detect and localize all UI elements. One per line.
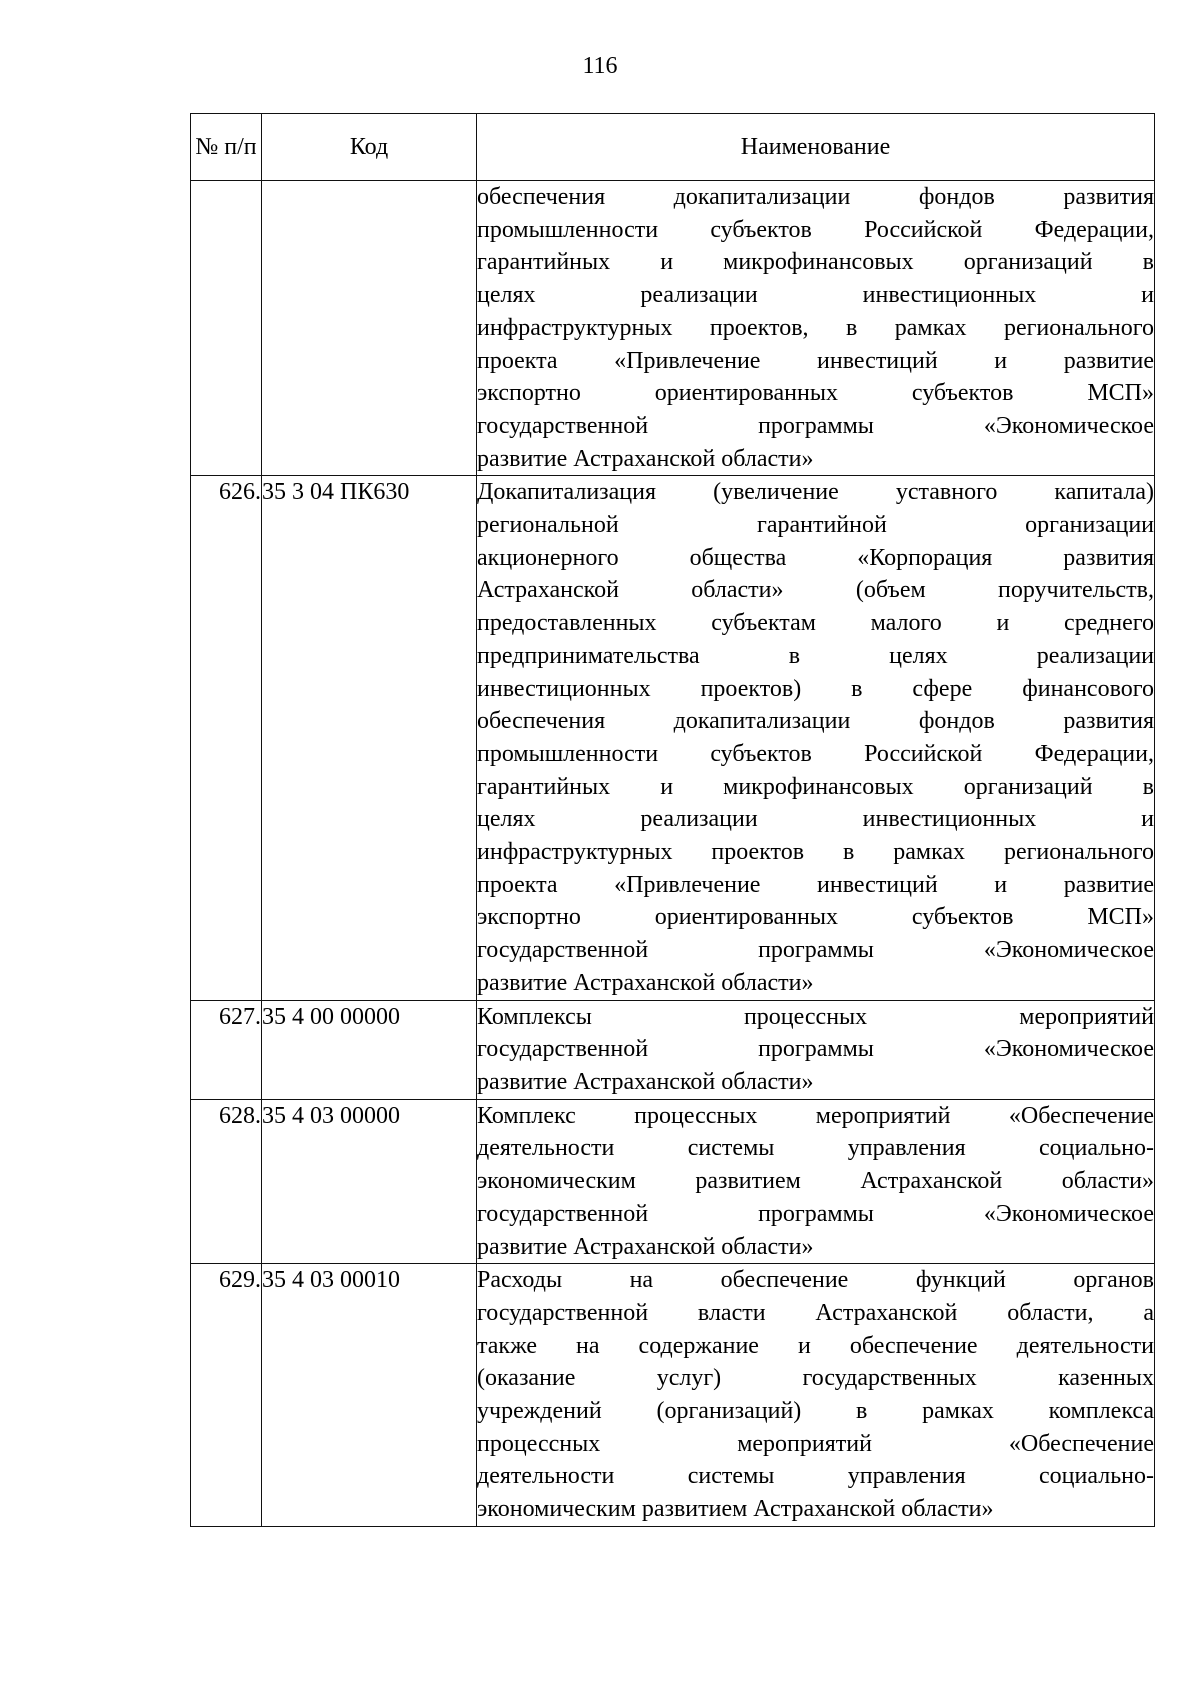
name-line: проекта «Привлечение инвестиций и развитие xyxy=(477,347,1154,374)
table-row xyxy=(191,1099,1155,1264)
header-number: № п/п xyxy=(191,114,262,181)
name-line: инвестиционных проектов) в сфере финансового xyxy=(477,675,1154,702)
name-line: предоставленных субъектам малого и среднего xyxy=(477,610,1154,637)
row-name xyxy=(477,1000,1155,1099)
name-line: Расходы на обеспечение функций органов xyxy=(477,1267,1154,1294)
name-line: промышленности субъектов Российской Федерации, xyxy=(477,216,1154,243)
name-line: развитие Астраханской области» xyxy=(477,445,814,472)
name-line: государственной программы «Экономическое xyxy=(477,412,1154,439)
name-line: государственной власти Астраханской области, а xyxy=(477,1299,1154,1326)
name-line: региональной гарантийной организации xyxy=(477,512,1154,539)
row-code: 35 4 03 00010 xyxy=(262,1264,477,1527)
name-line: Докапитализация (увеличение уставного капитала) xyxy=(477,479,1154,506)
name-line: инфраструктурных проектов в рамках регионального xyxy=(477,839,1154,866)
name-line: предпринимательства в целях реализации xyxy=(477,642,1154,669)
name-line: деятельности системы управления социально- xyxy=(477,1463,1154,1490)
row-code: 35 4 03 00000 xyxy=(262,1099,477,1264)
table-row xyxy=(191,1000,1155,1099)
name-line: обеспечения докапитализации фондов развития xyxy=(477,184,1154,210)
name-line: развитие Астраханской области» xyxy=(477,1068,814,1095)
name-line: государственной программы «Экономическое xyxy=(477,937,1154,964)
name-line: промышленности субъектов Российской Федерации, xyxy=(477,740,1154,767)
row-code: 35 3 04 ПК630 xyxy=(262,476,477,1000)
name-line: экспортно ориентированных субъектов МСП» xyxy=(477,904,1154,931)
name-line: экономическим развитием Астраханской области» xyxy=(477,1496,994,1523)
name-line: развитие Астраханской области» xyxy=(477,1233,814,1260)
name-line: Комплексы процессных мероприятий xyxy=(477,1003,1154,1030)
row-name xyxy=(477,476,1155,1000)
name-line: целях реализации инвестиционных и xyxy=(477,806,1154,833)
page-number: 116 xyxy=(582,53,618,79)
name-line: гарантийных и микрофинансовых организаций в xyxy=(477,773,1154,800)
name-line: (оказание услуг) государственных казенных xyxy=(477,1365,1154,1392)
row-number: 626. xyxy=(191,476,262,1000)
header-name: Наименование xyxy=(477,114,1155,181)
name-line: также на содержание и обеспечение деятельности xyxy=(477,1332,1154,1359)
name-line: экспортно ориентированных субъектов МСП» xyxy=(477,380,1154,407)
header-code: Код xyxy=(262,114,477,181)
table-body xyxy=(191,181,1155,1527)
row-name xyxy=(477,181,1155,476)
name-line: государственной программы «Экономическое xyxy=(477,1200,1154,1227)
row-number: 628. xyxy=(191,1099,262,1264)
table-row xyxy=(191,476,1155,1000)
name-line: проекта «Привлечение инвестиций и развитие xyxy=(477,871,1154,898)
name-line: обеспечения докапитализации фондов развития xyxy=(477,708,1154,735)
name-line: процессных мероприятий «Обеспечение xyxy=(477,1430,1154,1457)
row-code: 35 4 00 00000 xyxy=(262,1000,477,1099)
row-code xyxy=(262,181,477,476)
table-row xyxy=(191,181,1155,476)
name-line: гарантийных и микрофинансовых организаций в xyxy=(477,249,1154,276)
row-number: 627. xyxy=(191,1000,262,1099)
table-header-row xyxy=(191,114,1155,181)
row-name xyxy=(477,1264,1155,1527)
name-line: акционерного общества «Корпорация развития xyxy=(477,544,1154,571)
name-line: государственной программы «Экономическое xyxy=(477,1036,1154,1063)
name-line: учреждений (организаций) в рамках комплекса xyxy=(477,1398,1154,1425)
name-line: Комплекс процессных мероприятий «Обеспечение xyxy=(477,1102,1154,1129)
budget-code-table xyxy=(190,113,1155,1527)
name-line: Астраханской области» (объем поручительств, xyxy=(477,577,1154,604)
table-row xyxy=(191,1264,1155,1527)
row-number: 629. xyxy=(191,1264,262,1527)
name-line: целях реализации инвестиционных и xyxy=(477,282,1154,309)
name-line: развитие Астраханской области» xyxy=(477,969,814,996)
name-line: экономическим развитием Астраханской области» xyxy=(477,1168,1154,1195)
row-number xyxy=(191,181,262,476)
row-name xyxy=(477,1099,1155,1264)
name-line: инфраструктурных проектов, в рамках регионального xyxy=(477,314,1154,341)
name-line: деятельности системы управления социально- xyxy=(477,1135,1154,1162)
